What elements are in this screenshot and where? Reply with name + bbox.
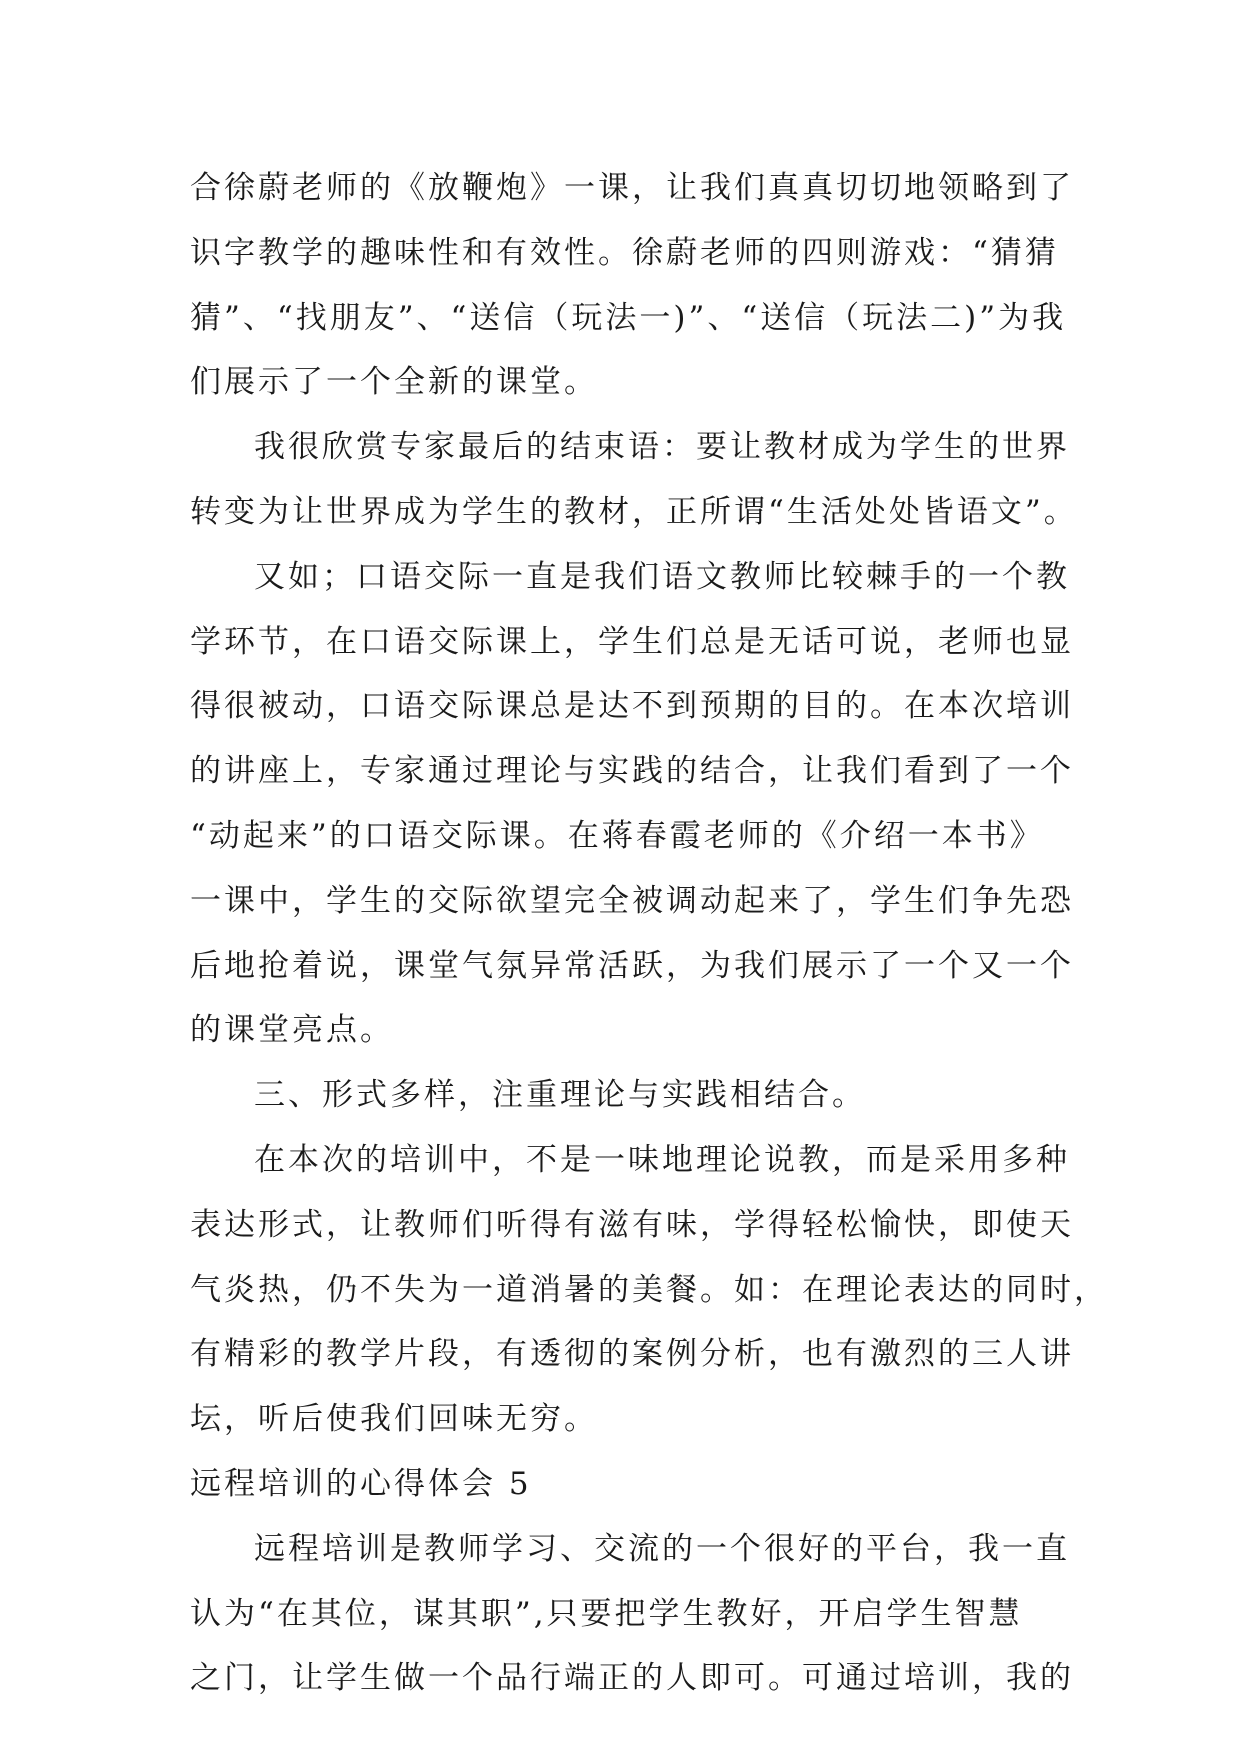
- text-line: 猜”、“找朋友”、“送信（玩法一)”、“送信（玩法二)”为我: [190, 299, 1067, 336]
- text-line: 一课中，学生的交际欲望完全被调动起来了，学生们争先恐: [190, 882, 1074, 919]
- text-line: 表达形式，让教师们听得有滋有味，学得轻松愉快，即使天: [190, 1206, 1074, 1243]
- text-line: 们展示了一个全新的课堂。: [190, 364, 598, 401]
- text-line: 坛，听后使我们回味无穷。: [190, 1401, 598, 1438]
- article-title: 远程培训的心得体会 5: [190, 1465, 532, 1502]
- paragraph-start-line: 又如；口语交际一直是我们语文教师比较棘手的一个教: [254, 558, 1070, 595]
- text-line: 后地抢着说，课堂气氛异常活跃，为我们展示了一个又一个: [190, 947, 1074, 984]
- text-line: 认为“在其位，谋其职”,只要把学生教好，开启学生智慧: [190, 1595, 1023, 1632]
- text-line: 的课堂亮点。: [190, 1012, 394, 1049]
- section-heading: 三、形式多样，注重理论与实践相结合。: [254, 1077, 866, 1114]
- text-line: “动起来”的口语交际课。在蒋春霞老师的《介绍一本书》: [190, 817, 1044, 854]
- text-line: 学环节，在口语交际课上，学生们总是无话可说，老师也显: [190, 623, 1074, 660]
- document-body: [190, 156, 1108, 1711]
- text-line: 合徐蔚老师的《放鞭炮》一课，让我们真真切切地领略到了: [190, 170, 1074, 206]
- paragraph-start-line: 在本次的培训中，不是一味地理论说教，而是采用多种: [254, 1141, 1070, 1178]
- text-line: 气炎热，仍不失为一道消暑的美餐。如：在理论表达的同时，: [190, 1271, 1108, 1308]
- text-line: 之门，让学生做一个品行端正的人即可。可通过培训，我的: [190, 1660, 1074, 1697]
- paragraph-start-line: 远程培训是教师学习、交流的一个很好的平台，我一直: [254, 1530, 1070, 1567]
- paragraph-start-line: 我很欣赏专家最后的结束语：要让教材成为学生的世界: [254, 429, 1070, 466]
- text-line: 识字教学的趣味性和有效性。徐蔚老师的四则游戏：“猜猜: [190, 234, 1059, 271]
- text-line: 的讲座上，专家通过理论与实践的结合，让我们看到了一个: [190, 753, 1074, 790]
- text-line: 转变为让世界成为学生的教材，正所谓“生活处处皆语文”。: [190, 493, 1078, 530]
- text-line: 得很被动，口语交际课总是达不到预期的目的。在本次培训: [190, 688, 1074, 725]
- text-line: 有精彩的教学片段，有透彻的案例分析，也有激烈的三人讲: [190, 1336, 1074, 1373]
